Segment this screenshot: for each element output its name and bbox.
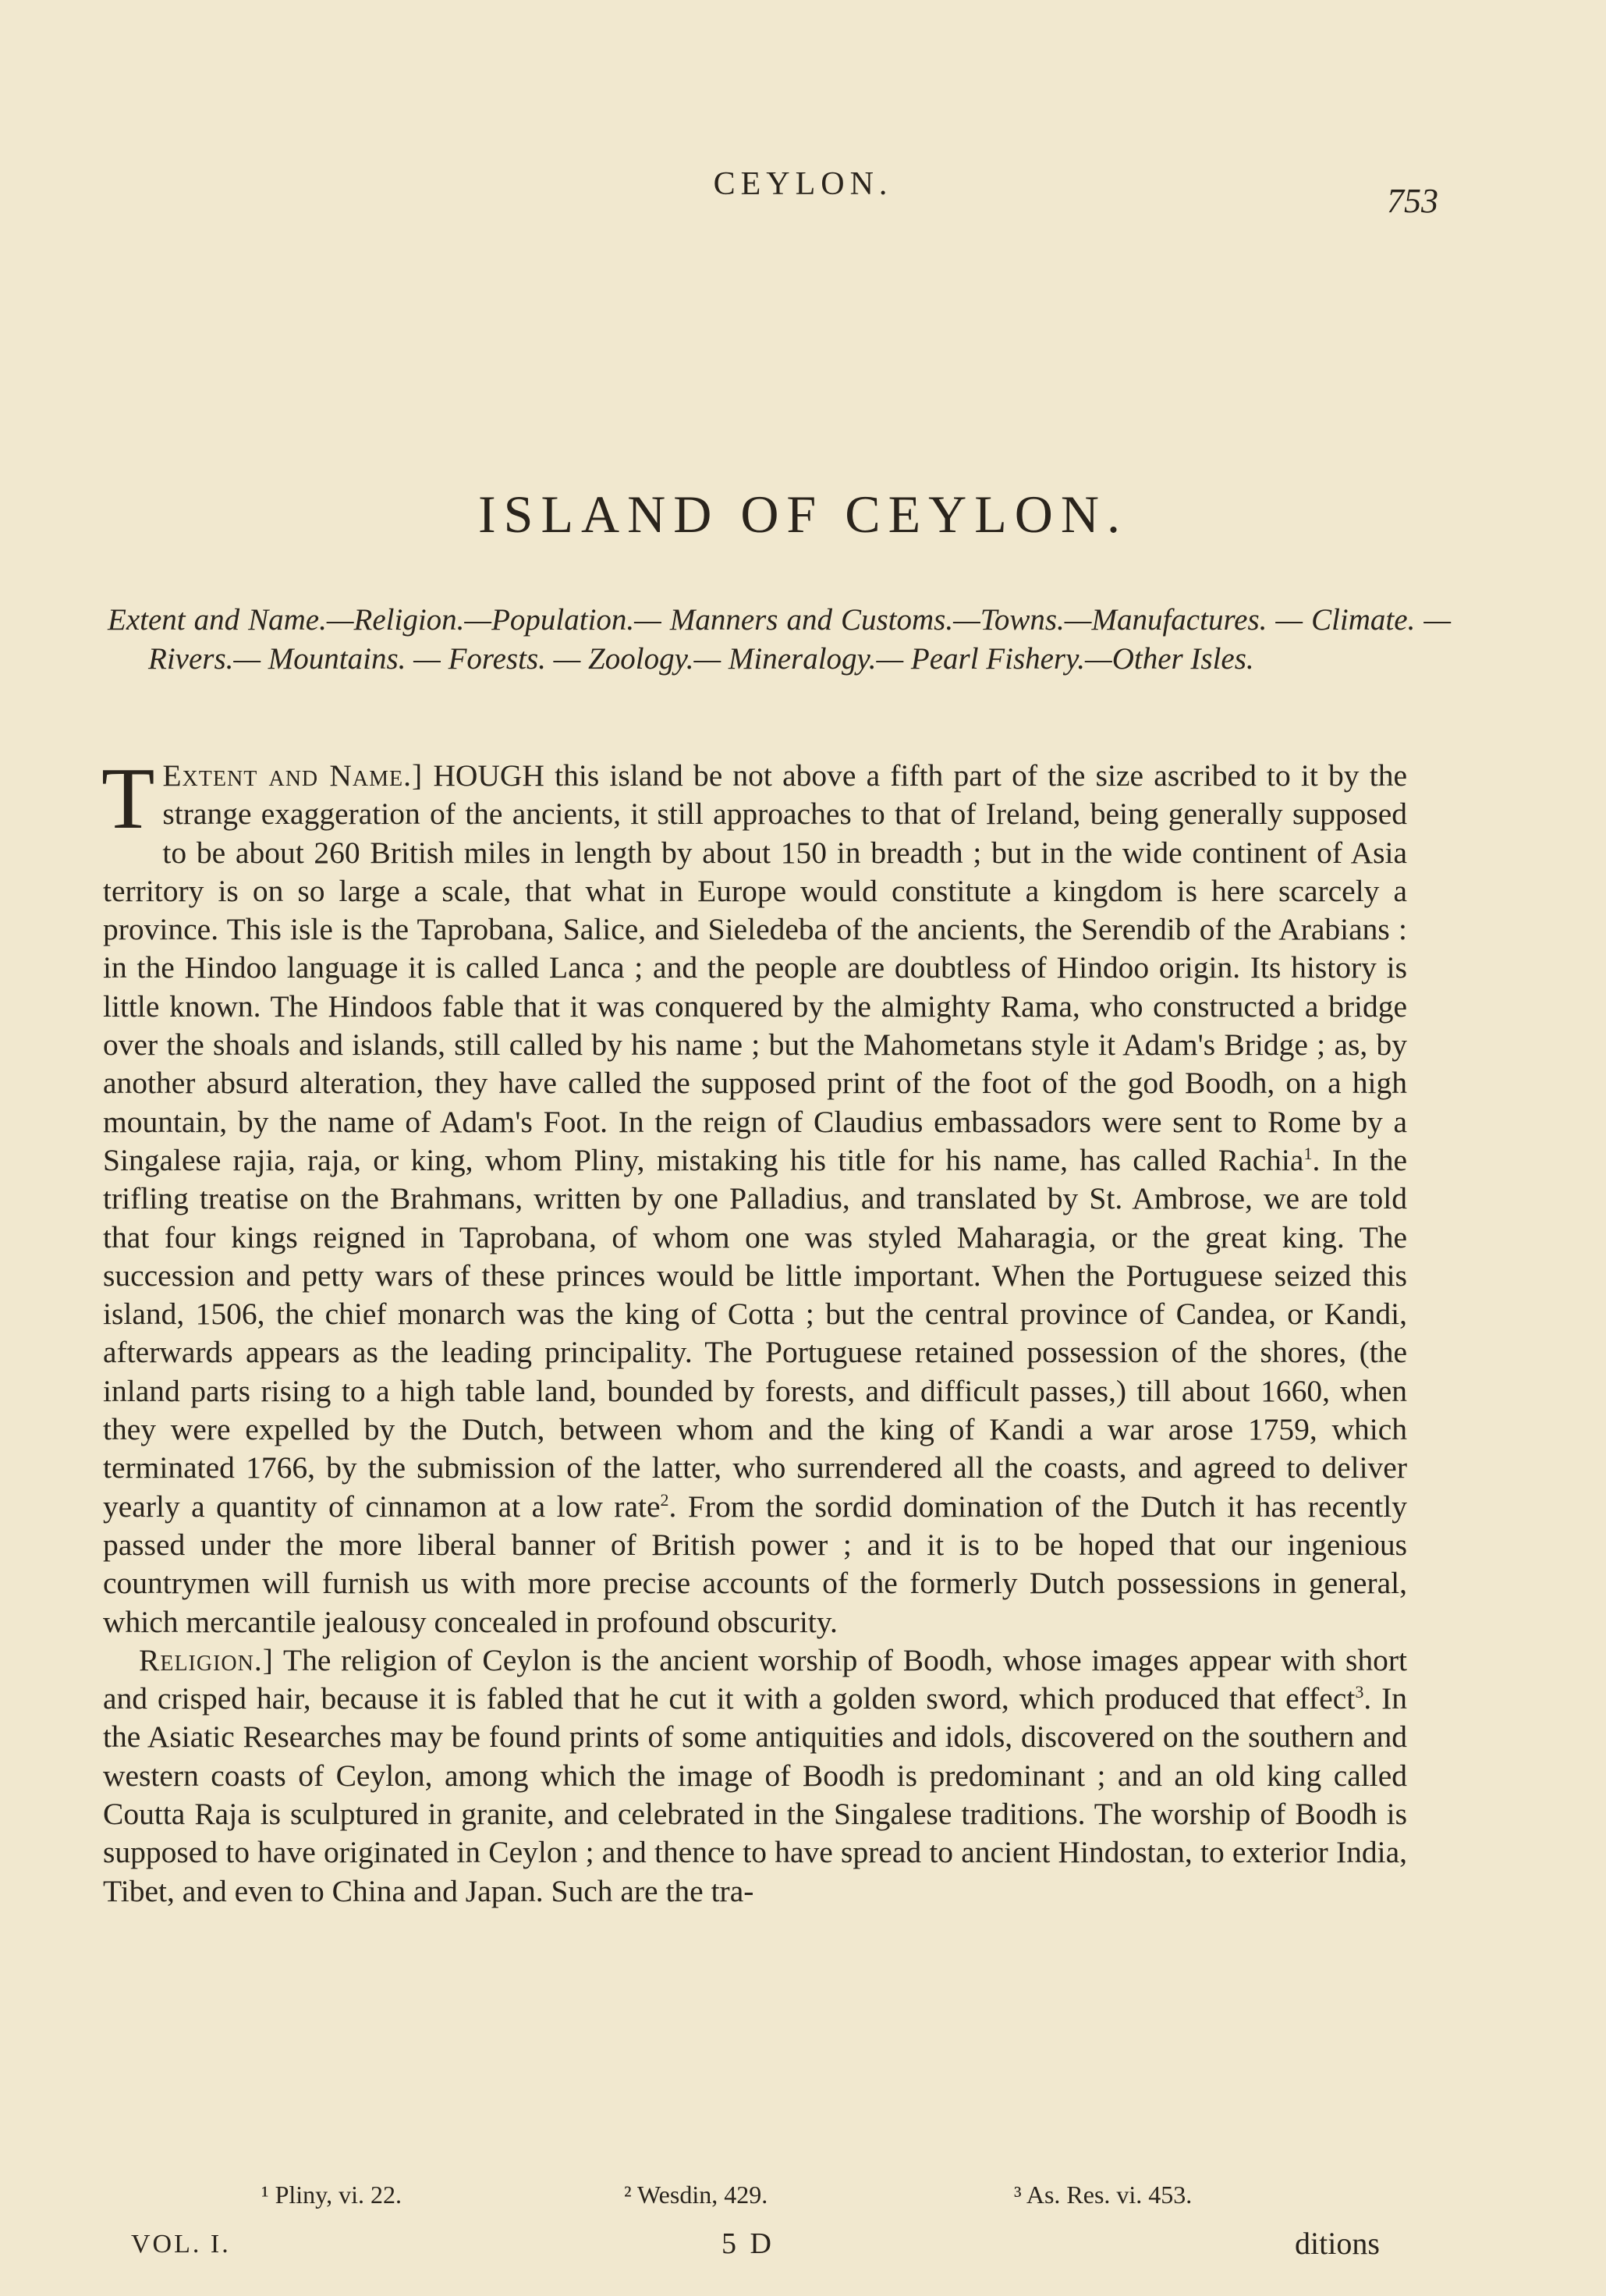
footnote-2: ² Wesdin, 429. — [624, 2181, 768, 2209]
footnote-1: ¹ Pliny, vi. 22. — [261, 2181, 402, 2209]
footnotes — [0, 2181, 1606, 2220]
paragraph-text: . In the trifling treatise on the Brahmans, written by one Palladius, and translated by St. Ambrose, we are told that four kings reigned in Taprobana, of whom one was styled Maharagia, or the great king. The succession and petty wars of these princes would be little important. When the Portuguese seized this island, 1506, the chief monarch was the king of Cotta ; but the central province of Candea, or Kandi, afterwards appears as the leading principality. The Portuguese retained possession of the shores, (the inland parts rising to a high table land, bounded by forests, and difficult passes,) till about 1660, when they were expelled by the Dutch, between whom and the king of Kandi a war arose 1759, which terminated 1766, by the submission of the latter, who surrendered all the coasts, and agreed to deliver yearly a quantity of cinnamon at a low rate — [103, 1142, 1407, 1524]
drop-cap: T — [101, 751, 155, 847]
chapter-title: ISLAND OF CEYLON. — [478, 484, 1128, 544]
paragraph-text: The religion of Ceylon is the ancient worship of Boodh, whose images appear with short and crisped hair, because it is fabled that he cut it with a golden sword, which produced that effect — [103, 1642, 1407, 1716]
volume-label: VOL. I. — [131, 2230, 231, 2259]
page-number: 753 — [1387, 182, 1438, 220]
footnote-ref-2: 2 — [660, 1489, 669, 1510]
paragraph-religion — [103, 1641, 1407, 1911]
signature-line — [0, 2225, 1606, 2272]
sidehead-religion: Religion.] — [139, 1642, 274, 1677]
paragraph-text: . In the Asiatic Researches may be found prints of some antiquities and idols, discovered on the southern and western coasts of Ceylon, among which the image of Boodh is predominant ; and an old king called Coutta Raja is sculptured in granite, and celebrated in the Singalese traditions. The worship of Boodh is supposed to have originated in Ceylon ; and thence to have spread to ancient Hindostan, to exterior India, Tibet, and even to China and Japan. Such are the tra- — [103, 1681, 1407, 1908]
sidehead-extent-and-name: Extent and Name.] — [162, 758, 424, 793]
running-head: CEYLON. — [713, 166, 893, 202]
body-text — [101, 751, 1408, 1911]
paragraph-extent-and-name — [101, 751, 1408, 1641]
footnote-ref-1: 1 — [1303, 1143, 1313, 1163]
catchword: ditions — [1295, 2226, 1380, 2261]
footnote-3: ³ As. Res. vi. 453. — [1014, 2181, 1193, 2209]
chapter-synopsis: Extent and Name.—Religion.—Population.— Manners and Customs.—Towns.—Manufactures. — Climate. — Rivers.— Mountains. — Forests. — Zoology.— Mineralogy.— Pearl Fishery.—Other Isles. — [108, 603, 1451, 676]
footnote-ref-3: 3 — [1355, 1681, 1364, 1702]
printer-signature: 5 D — [721, 2227, 775, 2260]
paragraph-text: . From the sordid domination of the Dutch it has recently passed under the more liberal banner of British power ; and it is to be hoped that our ingenious countrymen will furnish us with more precise accounts of the formerly Dutch possessions in general, which mercantile jealousy concealed in profound obscurity. — [103, 1489, 1407, 1639]
paragraph-text: HOUGH this island be not above a fifth part of the size ascribed to it by the strange exaggeration of the ancients, it still approaches to that of Ireland, being generally supposed to be about 260 British miles in length by about 150 in breadth ; but in the wide continent of Asia territory is on so large a scale, that what in Europe would constitute a kingdom is here scarcely a province. This isle is the Taprobana, Salice, and Sieledeba of the ancients, the Serendib of the Arabians : in the Hindoo language it is called Lanca ; and the people are doubtless of Hindoo origin. Its history is little known. The Hindoos fable that it was conquered by the almighty Rama, who constructed a bridge over the shoals and islands, still called by his name ; but the Mahometans style it Adam's Bridge ; as, by another absurd alteration, they have called the supposed print of the foot of the god Boodh, on a high mountain, by the name of Adam's Foot. In the reign of Claudius embassadors were sent to Rome by a Singalese rajia, raja, or king, whom Pliny, mistaking his title for his name, has called Rachia — [103, 758, 1408, 1177]
